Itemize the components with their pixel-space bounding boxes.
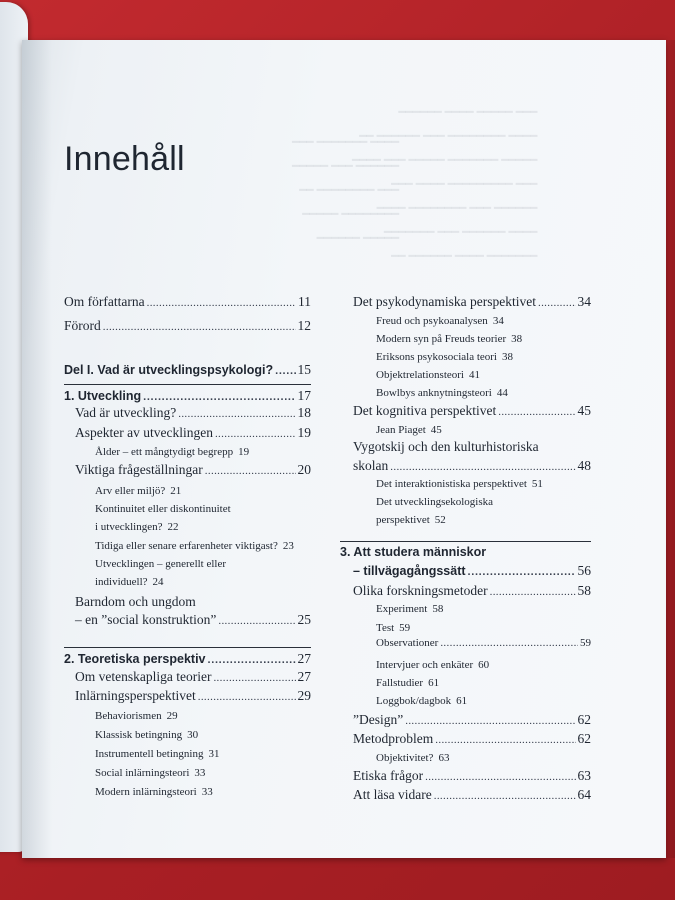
toc-page-number: 19 (297, 425, 311, 440)
toc-entry (376, 387, 508, 399)
toc-entry-label: – en ”social konstruktion” (75, 612, 217, 627)
toc-entry (75, 688, 311, 704)
toc-entry-label: Intervjuer och enkäter (376, 659, 474, 671)
toc-page-number: 64 (577, 787, 591, 802)
toc-entry-label: Det interaktionistiska perspektivet (376, 478, 527, 490)
toc-entry-label: individuell? (95, 576, 148, 588)
dot-leader (538, 297, 576, 309)
toc-entry (353, 768, 591, 784)
toc-entry (376, 622, 410, 634)
toc-page-number: 25 (297, 612, 311, 627)
dot-leader (143, 391, 295, 403)
toc-entry (376, 351, 513, 363)
toc-entry (95, 485, 181, 497)
toc-entry-label: Om vetenskapliga teorier (75, 669, 212, 684)
toc-entry-label: – tillvägagångssätt (353, 564, 466, 578)
toc-entry (376, 677, 439, 689)
toc-entry (376, 514, 446, 526)
toc-entry-label: Om författarna (64, 294, 145, 309)
toc-page-number: 34 (577, 294, 591, 309)
toc-page-number: 62 (577, 731, 591, 746)
toc-entry (376, 603, 443, 615)
toc-page-number: 44 (496, 387, 508, 399)
toc-entry (95, 710, 178, 722)
toc-entry (95, 748, 219, 760)
toc-entry-label: Viktiga frågeställningar (75, 462, 203, 477)
dot-leader (275, 365, 295, 377)
toc-entry (95, 576, 164, 588)
toc-page-number: 29 (297, 688, 311, 703)
toc-entry-label: Bowlbys anknytningsteori (376, 387, 492, 399)
toc-entry (75, 594, 196, 610)
toc-entry (75, 612, 311, 628)
dot-leader (208, 654, 296, 666)
dot-leader (498, 406, 575, 418)
dot-leader (147, 297, 296, 309)
toc-page-number: 33 (201, 786, 213, 798)
toc-entry (75, 405, 311, 421)
toc-entry (64, 362, 311, 378)
toc-entry (376, 496, 493, 508)
toc-entry (64, 388, 311, 404)
toc-page-number: 58 (432, 603, 444, 615)
toc-page-number: 52 (434, 514, 446, 526)
toc-page-number: 63 (577, 768, 591, 783)
toc-entry-label: Objektrelationsteori (376, 369, 464, 381)
toc-entry-label: Jean Piaget (376, 424, 426, 436)
dot-leader (490, 586, 576, 598)
toc-entry-label: Fallstudier (376, 677, 424, 689)
toc-entry (64, 318, 311, 334)
toc-entry (75, 425, 311, 441)
toc-page-number: 56 (577, 563, 591, 578)
toc-entry-label: 2. Teoretiska perspektiv (64, 652, 206, 666)
toc-page-number: 38 (511, 333, 523, 345)
page-edge-shadow (665, 40, 675, 858)
dot-leader (468, 566, 576, 578)
toc-entry-label: Barndom och ungdom (75, 594, 196, 609)
toc-entry-label: Freud och psykoanalysen (376, 315, 488, 327)
toc-entry (95, 521, 179, 533)
toc-entry-label: Att läsa vidare (353, 787, 432, 802)
dot-leader (390, 461, 575, 473)
toc-entry (75, 462, 311, 478)
toc-page-number: 27 (297, 651, 311, 666)
toc-entry-label: Vad är utveckling? (75, 405, 177, 420)
dot-leader (178, 408, 295, 420)
toc-entry (95, 503, 231, 515)
toc-entry (353, 731, 591, 747)
toc-entry-label: Tidiga eller senare erfarenheter viktigast? (95, 540, 278, 552)
toc-entry-label: ”Design” (353, 712, 404, 727)
toc-entry (95, 786, 213, 798)
toc-entry-label: Objektivitet? (376, 752, 434, 764)
toc-page-number: 61 (428, 677, 440, 689)
toc-page-number: 45 (577, 403, 591, 418)
toc-entry (95, 540, 294, 552)
dot-leader (425, 771, 575, 783)
show-through-text: ━━━ ━━━━━ ━━━━ ━━━━━━ ━━━━ ━━━━━━━━ ━━━ ━━━━━━ ━━ ━━━━━ ━━━━━━━ ━━━━━ ━━━ ━━━━ ━━━ ━━━━━━━━━ ━━━━ ━━━ ━━━━━━ ━━━ ━━━━━━━━ ━━━━ ━━━━ ━━━━━━ ━━━ ━━━━━━━ ━━━━━━━ ━━━━ ━━━━━━ ━━ (352, 105, 538, 263)
toc-entry-label: skolan (353, 458, 389, 473)
toc-entry (376, 659, 489, 671)
toc-entry-label: Experiment (376, 603, 428, 615)
toc-page-number: 34 (492, 315, 504, 327)
show-through-text: ━━━━ ━━━━━━━ ━━━ ━━━━━━ ━━━ ━━━━━ ━━━ ━━━━━━━━ ━━ ━━━━━━━━ ━━━━━ ━━━━━ ━━━━━━ (292, 135, 400, 245)
toc-entry (75, 669, 311, 685)
toc-page-number: 17 (297, 388, 311, 403)
toc-entry-label: Klassisk betingning (95, 729, 183, 741)
toc-entry (353, 403, 591, 419)
toc-page-number: 29 (166, 710, 178, 722)
toc-page-number: 62 (577, 712, 591, 727)
toc-entry-label: Eriksons psykosociala teori (376, 351, 497, 363)
toc-entry-label: perspektivet (376, 514, 430, 526)
toc-page-number: 23 (282, 540, 294, 552)
toc-entry-label: Det utvecklingsekologiska (376, 496, 494, 508)
toc-page-number: 61 (456, 695, 468, 707)
dot-leader (103, 321, 296, 333)
toc-page-number: 27 (297, 669, 311, 684)
toc-entry-label: Observationer (376, 637, 439, 649)
toc-page-number: 63 (438, 752, 450, 764)
toc-entry-label: 3. Att studera människor (340, 545, 487, 559)
toc-entry-label: 1. Utveckling (64, 389, 142, 403)
toc-entry (376, 369, 480, 381)
toc-page-number: 12 (297, 318, 311, 333)
toc-page-number: 59 (580, 637, 591, 649)
toc-entry-label: Aspekter av utvecklingen (75, 425, 213, 440)
toc-page-number: 11 (298, 294, 311, 309)
toc-entry-label: Modern syn på Freuds teorier (376, 333, 507, 345)
toc-entry-label: Ålder – ett mångtydigt begrepp (95, 446, 234, 458)
dot-leader (215, 428, 296, 440)
toc-entry-label: Inlärningsperspektivet (75, 688, 196, 703)
toc-entry-label: Instrumentell betingning (95, 748, 204, 760)
toc-entry (353, 458, 591, 474)
section-divider (64, 647, 311, 648)
toc-entry-label: Loggbok/dagbok (376, 695, 452, 707)
dot-leader (218, 615, 295, 627)
page-title: Innehåll (64, 140, 185, 178)
dot-leader (198, 691, 296, 703)
toc-page-number: 38 (501, 351, 513, 363)
toc-entry (353, 294, 591, 310)
dot-leader (213, 672, 295, 684)
toc-entry-label: Olika forskningsmetoder (353, 583, 488, 598)
toc-page-number: 18 (297, 405, 311, 420)
toc-entry (95, 446, 249, 458)
toc-page-number: 58 (577, 583, 591, 598)
section-divider (64, 384, 311, 385)
toc-entry (376, 637, 591, 649)
toc-entry (95, 558, 226, 570)
toc-entry-label: Modern inlärningsteori (95, 786, 197, 798)
toc-entry (353, 439, 539, 455)
toc-page-number: 24 (152, 576, 164, 588)
toc-entry (376, 333, 522, 345)
toc-entry-label: Kontinuitet eller diskontinuitet (95, 503, 231, 515)
toc-entry (353, 563, 591, 579)
toc-page-number: 33 (194, 767, 206, 779)
toc-entry-label: Det psykodynamiska perspektivet (353, 294, 536, 309)
toc-entry-label: Social inlärningsteori (95, 767, 190, 779)
toc-page-number: 59 (399, 622, 411, 634)
toc-entry (376, 752, 449, 764)
toc-entry (353, 712, 591, 728)
toc-entry-label: Test (376, 622, 395, 634)
toc-page-number: 31 (208, 748, 220, 760)
toc-entry-label: Del I. Vad är utvecklingspsykologi? (64, 363, 274, 377)
toc-entry-label: Metodproblem (353, 731, 434, 746)
toc-entry (376, 478, 543, 490)
toc-entry-label: Etiska frågor (353, 768, 424, 783)
toc-entry (64, 294, 311, 310)
toc-page-number: 51 (531, 478, 543, 490)
toc-entry (353, 787, 591, 803)
toc-page-number: 15 (297, 362, 311, 377)
dot-leader (435, 734, 575, 746)
toc-entry-label: Det kognitiva perspektivet (353, 403, 497, 418)
dot-leader (434, 790, 576, 802)
toc-page-number: 19 (238, 446, 250, 458)
toc-page-number: 20 (297, 462, 311, 477)
toc-entry (353, 583, 591, 599)
toc-entry (376, 315, 504, 327)
section-divider (340, 541, 591, 542)
toc-page-number: 41 (468, 369, 480, 381)
toc-entry (340, 545, 486, 559)
toc-entry-label: i utvecklingen? (95, 521, 163, 533)
dot-leader (440, 637, 578, 649)
toc-entry (376, 695, 467, 707)
toc-entry-label: Förord (64, 318, 101, 333)
toc-page-number: 48 (577, 458, 591, 473)
dot-leader (205, 465, 296, 477)
toc-entry-label: Utvecklingen – generellt eller (95, 558, 227, 570)
toc-entry (95, 729, 198, 741)
toc-entry (376, 424, 442, 436)
dot-leader (405, 715, 575, 727)
toc-page-number: 60 (478, 659, 490, 671)
toc-entry-label: Arv eller miljö? (95, 485, 166, 497)
toc-page-number: 21 (170, 485, 182, 497)
toc-page-number: 45 (430, 424, 442, 436)
toc-entry-label: Vygotskij och den kulturhistoriska (353, 439, 539, 454)
toc-page-number: 30 (187, 729, 199, 741)
toc-entry-label: Behaviorismen (95, 710, 162, 722)
toc-entry (95, 767, 205, 779)
toc-entry (64, 651, 311, 667)
toc-page-number: 22 (167, 521, 179, 533)
